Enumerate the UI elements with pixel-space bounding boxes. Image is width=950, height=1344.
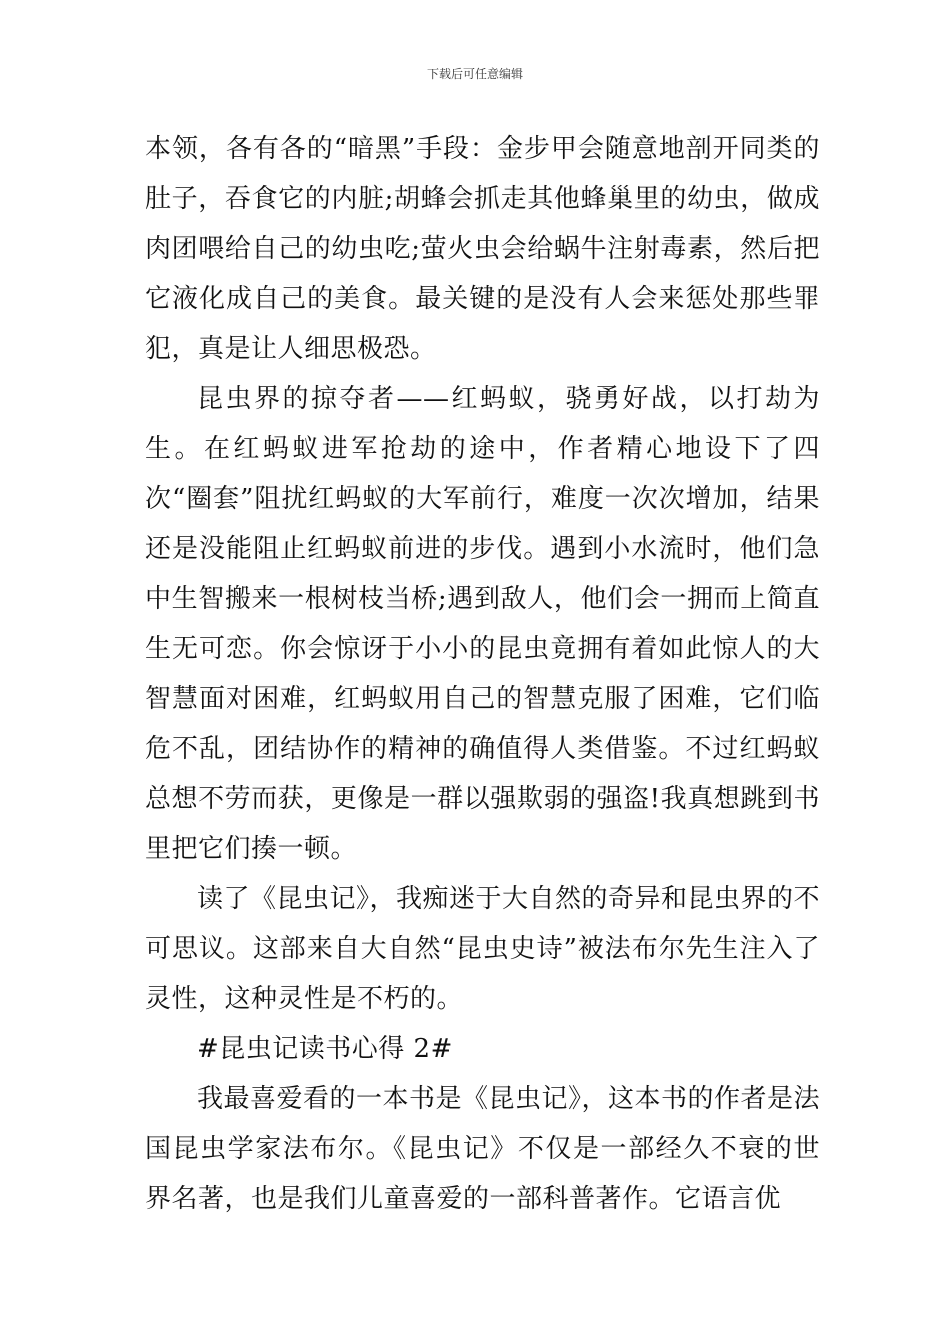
section-heading: #昆虫记读书心得 2# [197, 1034, 453, 1064]
paragraph-red-ants: 昆虫界的掠夺者——红蚂蚁，骁勇好战，以打劫为生。在红蚂蚁进军抢劫的途中，作者精心地设下了四次“圈套”阻扰红蚂蚁的大军前行，难度一次次增加，结果还是没能阻止红蚂蚁前进的步伐。遇到小水流时，他们急中生智搬来一根树枝当桥;遇到敌人，他们会一拥而上简直生无可恋。你会惊讶于小小的昆虫竟拥有着如此惊人的大智慧面对困难，红蚂蚁用自己的智慧克服了困难，它们临危不乱，团结协作的精神的确值得人类借鉴。不过红蚂蚁总想不劳而获，更像是一群以强欺弱的强盗!我真想跳到书里把它们揍一顿。 [145, 384, 820, 864]
document-body [145, 124, 820, 1224]
paragraph-continuation: 本领，各有各的“暗黑”手段：金步甲会随意地剖开同类的肚子，吞食它的内脏;胡蜂会抓走其他蜂巢里的幼虫，做成肉团喂给自己的幼虫吃;萤火虫会给蜗牛注射毒素，然后把它液化成自己的美食。最关键的是没有人会来惩处那些罪犯，真是让人细思极恐。 [145, 134, 820, 364]
paragraph-reflection: 读了《昆虫记》，我痴迷于大自然的奇异和昆虫界的不可思议。这部来自大自然“昆虫史诗”被法布尔先生注入了灵性，这种灵性是不朽的。 [145, 884, 821, 1014]
page-header: 下载后可任意编辑 [426, 67, 523, 81]
paragraph-intro-2: 我最喜爱看的一本书是《昆虫记》，这本书的作者是法国昆虫学家法布尔。《昆虫记》不仅是一部经久不衰的世界名著，也是我们儿童喜爱的一部科普著作。它语言优 [145, 1084, 821, 1214]
